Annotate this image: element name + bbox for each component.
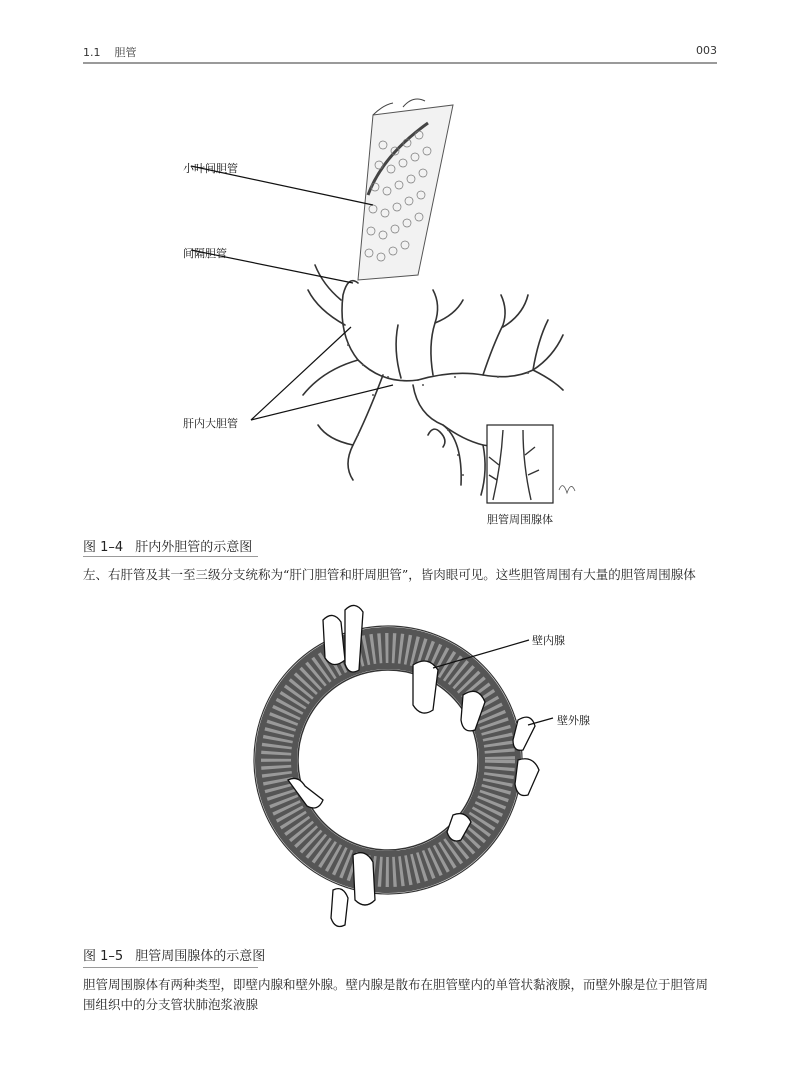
leader-lines — [191, 166, 393, 420]
figure-number: 图 1–4 — [83, 540, 124, 555]
figure-title: 胆管周围腺体的示意图 — [135, 949, 266, 964]
duct-wall-ring — [254, 626, 522, 894]
artist-signature — [559, 486, 575, 493]
section-heading — [83, 44, 137, 60]
section-title: 胆管 — [114, 46, 137, 59]
label-interlobular-bile-duct: 小叶间胆管 — [183, 162, 238, 175]
figure-number: 图 1–5 — [83, 949, 124, 964]
label-peribiliary-glands: 胆管周围腺体 — [487, 513, 553, 526]
peribiliary-glands-illustration — [83, 600, 719, 935]
label-intramural-glands: 壁内腺 — [532, 634, 565, 647]
header-rule — [83, 62, 717, 64]
label-large-intrahepatic-bile-duct: 肝内大胆管 — [183, 417, 238, 430]
figure-title: 肝内外胆管的示意图 — [135, 540, 253, 555]
label-septal-bile-duct: 间隔胆管 — [183, 247, 227, 260]
page-number: 003 — [696, 44, 717, 57]
section-number: 1.1 — [83, 46, 101, 59]
running-header — [83, 42, 717, 62]
figure-1-5-description: 胆管周围腺体有两种类型，即壁内腺和壁外腺。壁内腺是散布在胆管壁内的单管状黏液腺，而壁外腺是位于胆管周围组织中的分支管状肺泡浆液腺 — [83, 977, 709, 1012]
figure-1-4-description: 左、右肝管及其一至三级分支统称为“肝门胆管和肝周胆管”，皆肉眼可见。这些胆管周围有大量的胆管周围腺体 — [83, 567, 696, 582]
label-extramural-glands: 壁外腺 — [557, 714, 590, 727]
caption-rule — [83, 556, 258, 557]
figure-1-5-caption — [83, 945, 265, 964]
bile-duct-tree-illustration — [83, 95, 719, 530]
caption-rule — [83, 967, 258, 968]
figure-1-4-caption — [83, 536, 252, 555]
